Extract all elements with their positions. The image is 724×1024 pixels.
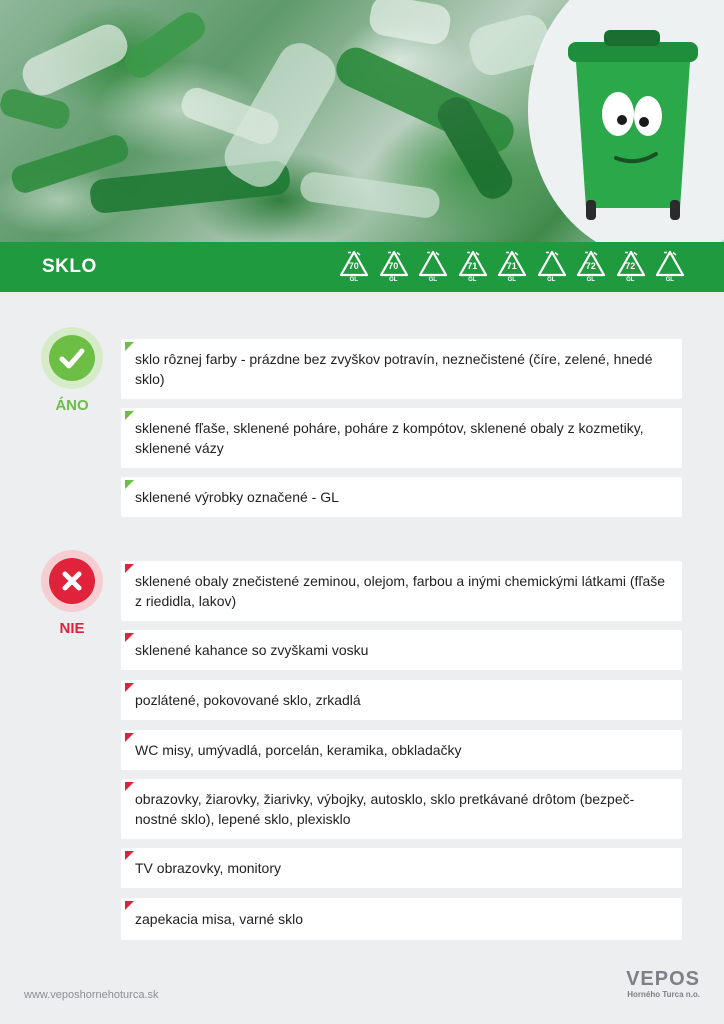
red-corner-marker bbox=[125, 782, 134, 791]
list-item-text: TV obrazovky, monitory bbox=[135, 860, 282, 876]
list-item-text: WC misy, umývadlá, porcelán, keramika, obkladačky bbox=[135, 742, 462, 758]
list-item bbox=[121, 477, 682, 517]
list-item bbox=[121, 339, 682, 399]
recycling-code-label: GL bbox=[468, 277, 477, 283]
recycling-code-icon bbox=[334, 248, 374, 288]
recycling-code-number: 70 bbox=[388, 261, 399, 271]
green-corner-marker bbox=[125, 342, 134, 351]
list-item-text: sklenené výrobky označené - GL bbox=[135, 489, 339, 505]
list-item-text: pozlátené, pokovované sklo, zrkadlá bbox=[135, 692, 361, 708]
recycling-code-label: GL bbox=[349, 277, 358, 283]
recycling-code-label: GL bbox=[626, 277, 635, 283]
page-title: SKLO bbox=[42, 256, 97, 277]
yes-badge bbox=[41, 327, 103, 389]
recycling-code-label: GL bbox=[586, 277, 595, 283]
recycling-code-number: 70 bbox=[348, 261, 359, 271]
recycling-code-label: GL bbox=[547, 277, 556, 283]
green-corner-marker bbox=[125, 480, 134, 489]
no-badge bbox=[41, 550, 103, 612]
recycling-code-icon bbox=[571, 248, 611, 288]
list-item bbox=[121, 680, 682, 720]
logo-main-text: VEPOS bbox=[626, 968, 700, 990]
checkmark-icon bbox=[49, 335, 95, 381]
green-corner-marker bbox=[125, 411, 134, 420]
red-corner-marker bbox=[125, 683, 134, 692]
list-item bbox=[121, 408, 682, 468]
recycling-code-label: GL bbox=[428, 277, 437, 283]
recycling-code-icon bbox=[532, 248, 572, 288]
yes-label: ÁNO bbox=[55, 397, 89, 414]
list-item bbox=[121, 630, 682, 670]
cross-icon bbox=[49, 558, 95, 604]
hero-photo-glass-bottles bbox=[0, 0, 724, 242]
green-bin-mascot bbox=[0, 0, 724, 242]
red-corner-marker bbox=[125, 901, 134, 910]
recycling-code-icon bbox=[374, 248, 414, 288]
list-item bbox=[121, 561, 682, 621]
recycling-code-number: 71 bbox=[467, 261, 478, 271]
red-corner-marker bbox=[125, 851, 134, 860]
recycling-code-number: 72 bbox=[585, 261, 596, 271]
vepos-logo bbox=[620, 968, 700, 999]
list-item bbox=[121, 730, 682, 770]
list-item-text: sklo rôznej farby - prázdne bez zvyškov potravín, neznečistené (číre, zelené, hnedé sklo) bbox=[135, 351, 653, 387]
recycling-code-label: GL bbox=[665, 277, 674, 283]
list-item-text: obrazovky, žiarovky, žiarivky, výbojky, autosklo, sklo pretkávané drôtom (bezpeč-nostné sklo), lepené sklo, plexisklo bbox=[135, 791, 635, 827]
list-item bbox=[121, 848, 682, 888]
recycling-code-number: 72 bbox=[625, 261, 636, 271]
recycling-code-icon bbox=[611, 248, 651, 288]
recycling-code-icon bbox=[492, 248, 532, 288]
recycling-code-label: GL bbox=[507, 277, 516, 283]
recycling-code-icon bbox=[453, 248, 493, 288]
no-label: NIE bbox=[59, 620, 85, 637]
website-url[interactable]: www.veposhornehoturca.sk bbox=[24, 989, 159, 1001]
recycling-codes bbox=[334, 248, 690, 288]
logo-sub-text: Horného Turca n.o. bbox=[627, 990, 700, 999]
list-item-text: sklenené fľaše, sklenené poháre, poháre z kompótov, sklenené obaly z kozmetiky, sklenené vázy bbox=[135, 420, 644, 456]
list-item bbox=[121, 898, 682, 940]
red-corner-marker bbox=[125, 733, 134, 742]
recycling-code-label: GL bbox=[389, 277, 398, 283]
recycling-code-icon bbox=[413, 248, 453, 288]
list-item-text: sklenené obaly znečistené zeminou, olejom, farbou a inými chemickými látkami (fľaše z riedidla, lakov) bbox=[135, 573, 666, 609]
recycling-code-icon bbox=[650, 248, 690, 288]
red-corner-marker bbox=[125, 633, 134, 642]
list-item-text: sklenené kahance so zvyškami vosku bbox=[135, 642, 369, 658]
recycling-code-number: 71 bbox=[506, 261, 517, 271]
red-corner-marker bbox=[125, 564, 134, 573]
list-item bbox=[121, 779, 682, 839]
list-item-text: zapekacia misa, varné sklo bbox=[135, 911, 304, 927]
